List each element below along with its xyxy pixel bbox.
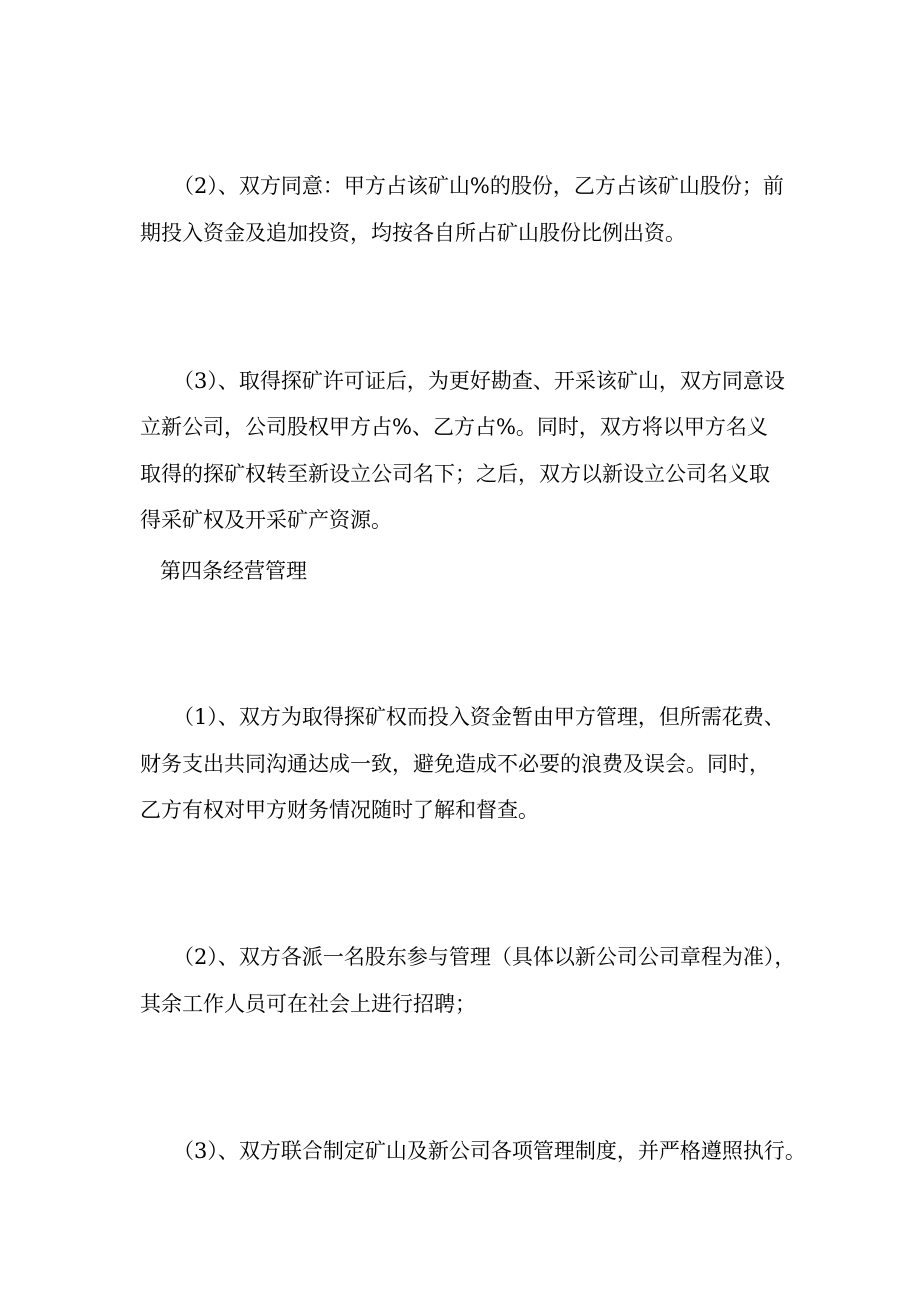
management-item-1-line-1: （1）、双方为取得探矿权而投入资金暂由甲方管理，但所需花费、 [173, 705, 785, 729]
paragraph-3-line-2: 立新公司，公司股权甲方占%、乙方占%。同时，双方将以甲方名义 [140, 415, 768, 439]
management-item-1-line-2: 财务支出共同沟通达成一致，避免造成不必要的浪费及误会。同时， [140, 752, 770, 776]
paragraph-3-line-1: （3）、取得探矿许可证后，为更好勘查、开采该矿山，双方同意设 [173, 369, 785, 393]
paragraph-3-line-3: 取得的探矿权转至新设立公司名下；之后，双方以新设立公司名义取 [140, 462, 770, 486]
management-item-2-line-2: 其余工作人员可在社会上进行招聘； [140, 992, 476, 1016]
paragraph-3-line-4: 得采矿权及开采矿产资源。 [140, 508, 392, 532]
paragraph-2-line-2: 期投入资金及追加投资，均按各自所占矿山股份比例出资。 [140, 221, 686, 245]
management-item-2-line-1: （2）、双方各派一名股东参与管理（具体以新公司公司章程为准）， [173, 945, 796, 969]
management-item-1-line-3: 乙方有权对甲方财务情况随时了解和督查。 [140, 798, 539, 822]
section-heading: 第四条经营管理 [160, 559, 307, 583]
paragraph-2-line-1: （2）、双方同意：甲方占该矿山%的股份，乙方占该矿山股份；前 [173, 174, 784, 198]
management-item-3-line-1: （3）、双方联合制定矿山及新公司各项管理制度，并严格遵照执行。 [173, 1139, 806, 1163]
